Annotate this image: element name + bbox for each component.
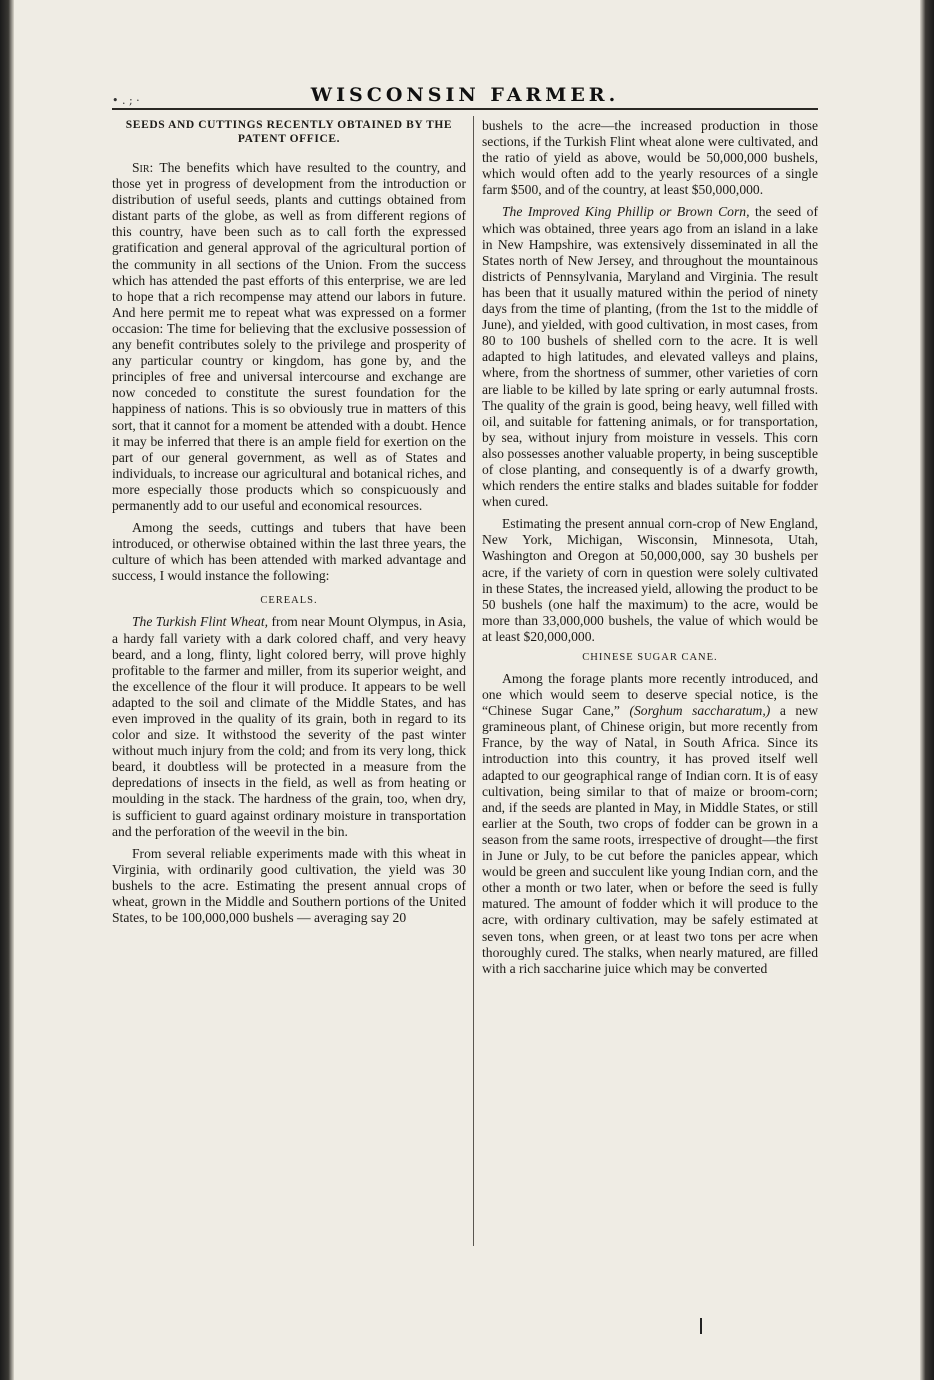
paragraph-seeds: Among the seeds, cuttings and tubers that have been introduced, or otherwise obtained within the last three years, the culture of which has been attended with marked advantage and success, I would instance the following: (112, 520, 466, 584)
sugar-cane-intro: Among the forage plants more recently introduced, and one which would seem to deserve special notice, is the “Chinese Sugar Cane,” (482, 671, 818, 719)
intro-text: The benefits which have resulted to the country, and those yet in progress of development from the introduction or distribution of useful seeds, plants and cuttings obtained from distant parts of the globe, as well as from different regions of this country, have been such as to call forth the expressed gratification and general approval of the agricultural portion of the community in all sections of the Union. From the success which has attended the past efforts of this enterprise, we are led to hope that a rich recompense may attend our labors in future. And here permit me to repeat what was expressed on a former occasion: The time for believing that the exclusive possession of any benefit contributes solely to the privilege and prosperity of any particular country or kingdom, has gone by, and the principles of free and universal intercourse and exchange are now conceded to constitute the surest foundation for the happiness of nations. This is so obviously true in matters of this sort, that it cannot for a moment be attended with a doubt. Hence it may be inferred that there is an ample field for exertion on the part of our general government, as well as of States and individuals, to increase our agricultural and botanical riches, and more especially those products which so conspicuously and permanently add to our useful and economical resources. (112, 160, 466, 513)
paragraph-corn-estimate: Estimating the present annual corn-crop of New England, New York, Michigan, Wisconsin, Minnesota, Utah, Washington and Oregon at 50,000,000, say 30 bushels per acre, if the variety of corn in question were solely cultivated in these States, the increased yield, allowing the product to be 50 bushels (one half the maximum) to the acre, would be more than 33,000,000 bushels, the value of which would be at least $20,000,000. (482, 516, 818, 644)
scan-edge-left (0, 0, 14, 1380)
article-headline: SEEDS AND CUTTINGS RECENTLY OBTAINED BY THE PATENT OFFICE. (125, 119, 453, 145)
page-footer-mark (700, 1318, 702, 1334)
paragraph-intro (112, 160, 466, 514)
masthead-title: WISCONSIN FARMER. (310, 84, 620, 106)
right-column (482, 118, 818, 983)
scan-edge-right (920, 0, 934, 1380)
masthead-rule (112, 108, 818, 110)
sorghum-latin-name: (Sorghum saccharatum,) (629, 703, 771, 719)
turkish-wheat-text: from near Mount Olympus, in Asia, a hardy fall variety with a dark colored chaff, and very heavy beard, and a long, flinty, light colored berry, will prove highly profitable to the farmer and miller, from its superior weight, and the excellence of the flour it will produce. It appears to be well adapted to the soil and climate of the Middle States, and has even improved in the quality of its grain, both in regard to its color and size. It withstood the severity of the past winter without much injury from the cold; and from its very long, thick beard, it doubtless will be protected in a measure from the depredations of insects in the field, as well as from heating or moulding in the stack. The hardness of the grain, too, when dry, is sufficient to guard against ordinary moisture in transportation and the perforation of the weevil in the bin. (112, 614, 466, 839)
cereals-heading: CEREALS. (260, 595, 318, 607)
paragraph-king-phillip-corn (482, 204, 818, 510)
king-phillip-text: the seed of which was obtained, three years ago from an island in a lake in New Hampshire, was extensively disseminated in all the States north of New Jersey, and throughout the mountainous districts of Pennsylvania, Maryland and Virginia. The result has been that it usually matured within the period of ninety days from the time of planting, (from the 1st to the middle of June), and yielded, with good cultivation, in most cases, from 80 to 100 bushels of shelled corn to the acre. It is well adapted to high latitudes, and elevated valleys and plains, where, from the shortness of summer, other varieties of corn are liable to be killed by late spring or early autumnal frosts. The quality of the grain is good, being heavy, well filled with oil, and suitable for fattening animals, or for transportation, by sea, without injury from moisture in vessels. This corn also possesses another valuable property, in being susceptible of close planting, and consequently is of a dwarfy growth, which renders the entire stalks and blades suitable for fodder when cured. (482, 204, 818, 510)
page-marks: • . ; · (112, 94, 140, 107)
turkish-wheat-title: The Turkish Flint Wheat, (132, 614, 269, 630)
column-divider (473, 116, 474, 1246)
sugar-cane-heading: CHINESE SUGAR CANE. (582, 652, 718, 663)
left-column (112, 118, 466, 932)
paragraph-wheat-continued: bushels to the acre—the increased production in those sections, if the Turkish Flint wheat alone were cultivated, and the ratio of yield as above, would be 50,000,000 bushels, which would often add to the yearly resources of a single farm $500, and of the country, at least $50,000,000. (482, 118, 818, 198)
sugar-cane-text: a new gramineous plant, of Chinese origin, but more recently from France, by the way of Natal, in South Africa. Since its introduction into this country, it has proved itself well adapted to our geographical range of Indian corn. It is of easy cultivation, being similar to that of maize or broom-corn; and, if the seeds are planted in May, in Middle States, or still earlier at the South, two crops of fodder can be grown in a season from the same roots, irrespective of drought—the first in June or July, to be cut before the panicles appear, which would be green and succulent like young Indian corn, and the other a month or two later, when or before the seed is fully matured. The amount of fodder which it will produce to the acre, with ordinary cultivation, may be safely estimated at seven tons, when green, or at least two tons per acre when thoroughly cured. The stalks, when nearly matured, are filled with a rich saccharine juice which may be converted (482, 703, 819, 976)
paragraph-turkish-wheat (112, 614, 466, 839)
king-phillip-title: The Improved King Phillip or Brown Corn, (502, 204, 750, 220)
paragraph-sugar-cane (482, 671, 818, 977)
paragraph-wheat-yield: From several reliable experiments made with this wheat in Virginia, with ordinarily good cultivation, the yield was 30 bushels to the acre. Estimating the present annual crops of wheat, grown in the Middle and Southern portions of the United States, to be 100,000,000 bushels — averaging say 20 (112, 845, 466, 926)
salutation: Sir: (132, 160, 154, 175)
